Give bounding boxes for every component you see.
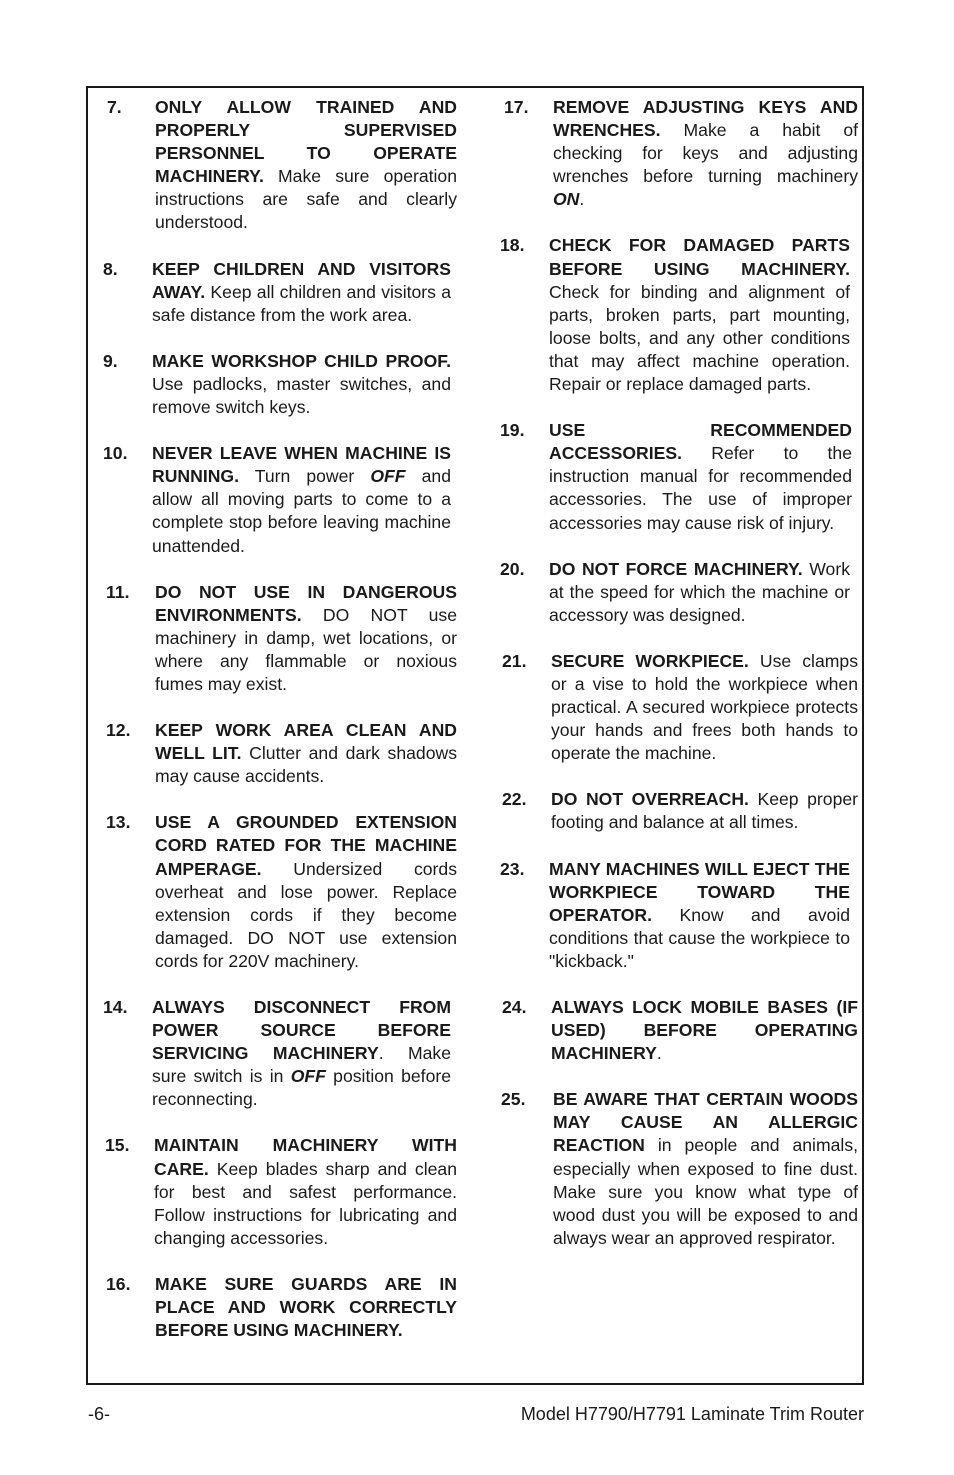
item-heading: CHECK FOR DAMAGED PARTS BEFORE USING MACHINERY. bbox=[549, 235, 850, 279]
item-heading: ALWAYS LOCK MOBILE BASES (IF USED) BEFORE OPERATING MACHINERY bbox=[551, 997, 858, 1064]
item-text: Undersized cords overheat and lose power. Replace extension cords if they become damaged. DO NOT use extension cords for 220V machinery. bbox=[155, 858, 458, 971]
item-text: Use padlocks, master switches, and remove switch keys. bbox=[152, 373, 451, 418]
item-heading: USE A GROUNDED EXTENSION CORD RATED FOR THE MACHINE AMPERAGE. bbox=[155, 812, 457, 879]
item-number: 21. bbox=[502, 650, 527, 671]
item-text: Keep proper footing and balance at all times. bbox=[551, 789, 858, 833]
item-number: 24. bbox=[502, 997, 527, 1017]
item-heading: DO NOT OVERREACH. bbox=[551, 789, 749, 810]
item-text: . Make sure switch is in bbox=[152, 1043, 451, 1087]
safety-item-20 bbox=[500, 558, 850, 627]
item-number: 9. bbox=[103, 350, 118, 371]
safety-item-11 bbox=[100, 581, 457, 696]
safety-item-9 bbox=[100, 350, 451, 419]
item-heading: ONLY ALLOW TRAINED AND PROPERLY SUPERVISED PERSONNEL TO OPERATE MACHINERY. bbox=[155, 97, 457, 187]
safety-item-19 bbox=[500, 419, 852, 534]
item-text: Check for binding and alignment of parts, broken parts, part mounting, loose bolts, and any other conditions that may affect machine operation. Repair or replace damaged parts. bbox=[549, 281, 850, 395]
safety-item-23 bbox=[500, 858, 850, 973]
item-heading: DO NOT FORCE MACHINERY. bbox=[549, 558, 803, 579]
item-number: 16. bbox=[106, 1273, 131, 1294]
item-text: Use clamps or a vise to hold the workpiece when practical. A secured workpiece protects your hands and frees both hands to operate the machine. bbox=[551, 650, 858, 764]
item-text-cont: . bbox=[579, 189, 585, 210]
model-footer: Model H7790/H7791 Laminate Trim Router bbox=[520, 1404, 864, 1424]
item-number: 20. bbox=[500, 558, 525, 579]
safety-item-25 bbox=[500, 1088, 858, 1250]
off-emphasis: OFF bbox=[290, 1066, 326, 1087]
item-text: Make sure operation instructions are safe and clearly understood. bbox=[155, 166, 457, 233]
item-number: 10. bbox=[103, 443, 128, 464]
item-text: Work at the speed for which the machine or accessory was designed. bbox=[549, 558, 850, 625]
item-number: 25. bbox=[501, 1089, 526, 1110]
page-number: -6- bbox=[88, 1404, 110, 1424]
item-text: Clutter and dark shadows may cause accidents. bbox=[155, 743, 457, 787]
item-number: 23. bbox=[500, 858, 525, 879]
item-text: Make a habit of checking for keys and adjusting wrenches before turning machinery bbox=[553, 120, 859, 187]
safety-item-13 bbox=[100, 811, 457, 973]
item-text: DO NOT use machinery in damp, wet locations, or where any flammable or noxious fumes may exist. bbox=[155, 604, 457, 694]
item-number: 12. bbox=[106, 720, 131, 741]
item-heading: DO NOT USE IN DANGEROUS ENVIRONMENTS. bbox=[155, 581, 457, 625]
safety-item-14 bbox=[100, 996, 451, 1111]
item-heading: KEEP WORK AREA CLEAN AND WELL LIT. bbox=[155, 720, 457, 764]
item-text: . bbox=[656, 1043, 662, 1064]
item-text: Turn power bbox=[254, 466, 355, 487]
off-emphasis: OFF bbox=[370, 466, 406, 487]
item-text: Refer to the instruction manual for recommended accessories. The use of improper accessories may cause risk of injury. bbox=[549, 443, 852, 533]
item-text: in people and animals, especially when exposed to fine dust. Make sure you know what type of wood dust you will be exposed to and always wear an approved respirator. bbox=[553, 1135, 859, 1248]
item-number: 15. bbox=[105, 1135, 130, 1156]
item-heading: USE RECOMMENDED ACCESSORIES. bbox=[549, 420, 852, 464]
item-number: 17. bbox=[504, 97, 529, 117]
item-number: 19. bbox=[500, 420, 525, 441]
item-heading: MANY MACHINES WILL EJECT THE WORKPIECE TOWARD THE OPERATOR. bbox=[549, 858, 850, 925]
item-heading: MAKE SURE GUARDS ARE IN PLACE AND WORK CORRECTLY BEFORE USING MACHINERY. bbox=[155, 1273, 457, 1341]
safety-item-21 bbox=[500, 650, 858, 765]
item-number: 8. bbox=[103, 258, 118, 279]
right-column bbox=[500, 96, 858, 1250]
left-column bbox=[100, 96, 460, 1342]
safety-item-10 bbox=[100, 442, 451, 557]
item-heading: REMOVE ADJUSTING KEYS AND WRENCHES. bbox=[553, 97, 858, 141]
safety-item-8 bbox=[100, 258, 451, 327]
item-number: 11. bbox=[106, 581, 130, 602]
safety-item-18 bbox=[500, 234, 850, 396]
item-text: Know and avoid conditions that cause the workpiece to "kickback." bbox=[549, 904, 851, 971]
item-heading: KEEP CHILDREN AND VISITORS AWAY. bbox=[152, 258, 451, 302]
item-heading: SECURE WORKPIECE. bbox=[551, 650, 749, 671]
item-heading: MAINTAIN MACHINERY WITH CARE. bbox=[154, 1135, 457, 1179]
item-number: 14. bbox=[103, 997, 128, 1017]
on-emphasis: ON bbox=[553, 189, 580, 210]
safety-item-7 bbox=[100, 96, 457, 235]
safety-item-24 bbox=[500, 996, 858, 1065]
safety-item-12 bbox=[100, 719, 457, 788]
item-text: Keep all children and visitors a safe distance from the work area. bbox=[152, 281, 451, 325]
item-heading: BE AWARE THAT CERTAIN WOODS MAY CAUSE AN ALLERGIC REACTION bbox=[553, 1089, 858, 1156]
item-number: 18. bbox=[500, 235, 525, 256]
item-text-cont: and allow all moving parts to come to a complete stop before leaving machine unattended. bbox=[152, 466, 451, 556]
item-text-cont: position before reconnecting. bbox=[152, 1066, 451, 1110]
item-number: 22. bbox=[502, 789, 527, 810]
item-heading: MAKE WORKSHOP CHILD PROOF. bbox=[152, 350, 451, 371]
safety-item-15 bbox=[100, 1134, 457, 1249]
item-heading: ALWAYS DISCONNECT FROM POWER SOURCE BEFORE SERVICING MACHINERY bbox=[152, 997, 451, 1064]
item-heading: NEVER LEAVE WHEN MACHINE IS RUNNING. bbox=[152, 443, 451, 487]
item-number: 7. bbox=[107, 97, 122, 117]
safety-item-16 bbox=[100, 1273, 457, 1342]
safety-item-22 bbox=[500, 788, 858, 834]
safety-item-17 bbox=[500, 96, 858, 211]
item-text: Keep blades sharp and clean for best and safest performance. Follow instructions for lubricating and changing accessories. bbox=[154, 1158, 457, 1248]
item-number: 13. bbox=[106, 812, 131, 833]
